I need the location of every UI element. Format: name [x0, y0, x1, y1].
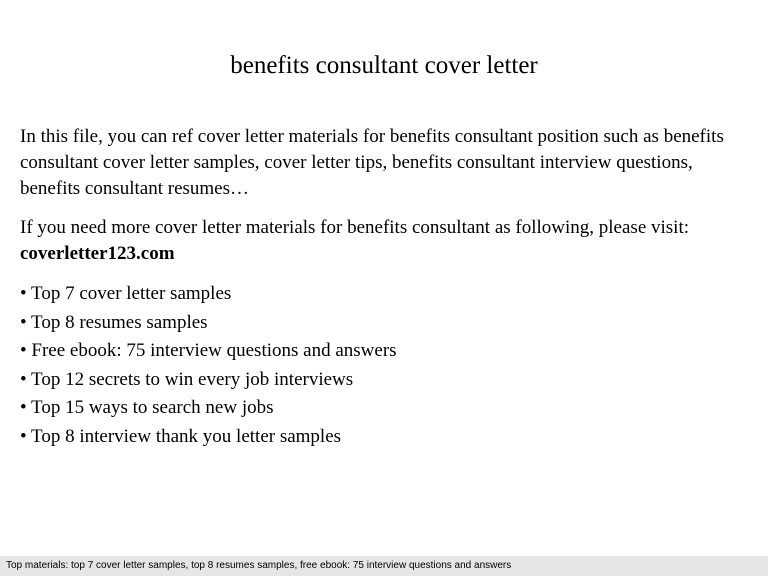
list-item: • Free ebook: 75 interview questions and answers	[20, 340, 397, 361]
list-item: • Top 8 resumes samples	[20, 311, 208, 333]
visit-paragraph	[20, 215, 750, 267]
visit-prefix-text: If you need more cover letter materials for benefits consultant as following, please visit:	[20, 217, 690, 238]
list-item: • Top 12 secrets to win every job interviews	[20, 368, 354, 390]
list-item: • Top 8 interview thank you letter samples	[20, 425, 342, 447]
footer-text: Top materials: top 7 cover letter samples, top 8 resumes samples, free ebook: 75 interview questions and answers	[6, 560, 512, 571]
list-item: • Top 15 ways to search new jobs	[20, 397, 274, 418]
intro-paragraph: In this file, you can ref cover letter materials for benefits consultant position such as benefits consultant cover letter samples, cover letter tips, benefits consultant interview questions, benefits consultant resumes…	[20, 126, 724, 199]
materials-list	[20, 280, 750, 451]
document-title: benefits consultant cover letter	[230, 52, 538, 79]
list-item: • Top 7 cover letter samples	[20, 283, 232, 304]
site-link[interactable]: coverletter123.com	[20, 243, 175, 264]
footer-bar	[0, 556, 768, 576]
document-body	[20, 124, 750, 451]
